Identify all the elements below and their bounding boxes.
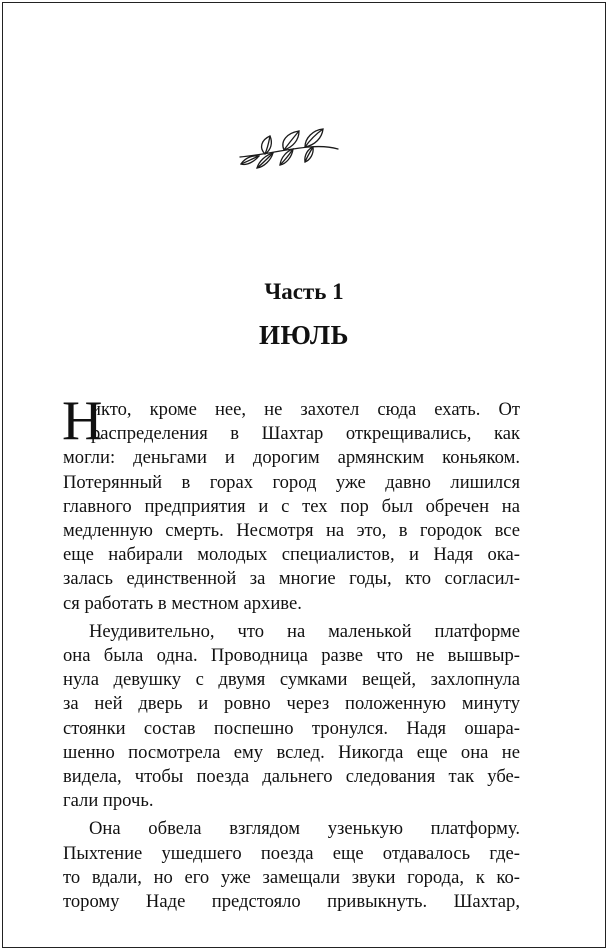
text-line: еще набирали молодых специалистов, и Надя ока- xyxy=(63,544,520,566)
text-line: гали прочь. xyxy=(63,790,154,812)
text-line: Неудивительно, что на маленькой платформе xyxy=(89,620,520,642)
text-line: торому Наде предстояло привыкнуть. Шахтар, xyxy=(63,891,520,913)
text-line: Она обвела взглядом узенькую платформу. xyxy=(89,818,520,840)
text-line: за ней дверь и ровно через положенную минуту xyxy=(63,693,520,715)
text-line: икто, кроме нее, не захотел сюда ехать. От xyxy=(91,399,520,420)
text-line: то вдали, но его уже замещали звуки города, к ко- xyxy=(63,866,520,888)
chapter-title: ИЮЛЬ xyxy=(258,320,350,350)
text-line: залась единственной за многие годы, кто согласил- xyxy=(63,568,520,590)
text-line: главного предприятия и с тех пор был обречен на xyxy=(63,495,520,517)
text-line: стоянки состав поспешно тронулся. Надя ошара- xyxy=(63,717,520,739)
body-text xyxy=(62,390,520,914)
text-line: Пыхтение ушедшего поезда еще отдавалось где- xyxy=(63,842,520,864)
text-line: шенно посмотрела ему вслед. Никогда еще она не xyxy=(63,741,520,763)
drop-cap: Н xyxy=(62,390,103,452)
text-line: ся работать в местном архиве. xyxy=(63,592,302,614)
book-page xyxy=(2,2,606,948)
text-line: видела, чтобы поезда дальнего следования так убе- xyxy=(63,766,520,788)
text-line: она была одна. Проводница разве что не вышвыр- xyxy=(63,645,520,667)
part-title: Часть 1 xyxy=(264,279,344,304)
text-line: Потерянный в горах город уже давно лишился xyxy=(63,471,520,493)
text-line: нула девушку с двумя сумками вещей, захлопнула xyxy=(63,669,520,691)
text-line: могли: деньгами и дорогим армянским коньяком. xyxy=(63,447,520,469)
leaf-branch-icon xyxy=(237,125,341,171)
text-line: распределения в Шахтар открещивались, как xyxy=(91,423,520,445)
text-line: медленную смерть. Несмотря на это, в городок все xyxy=(63,520,520,542)
